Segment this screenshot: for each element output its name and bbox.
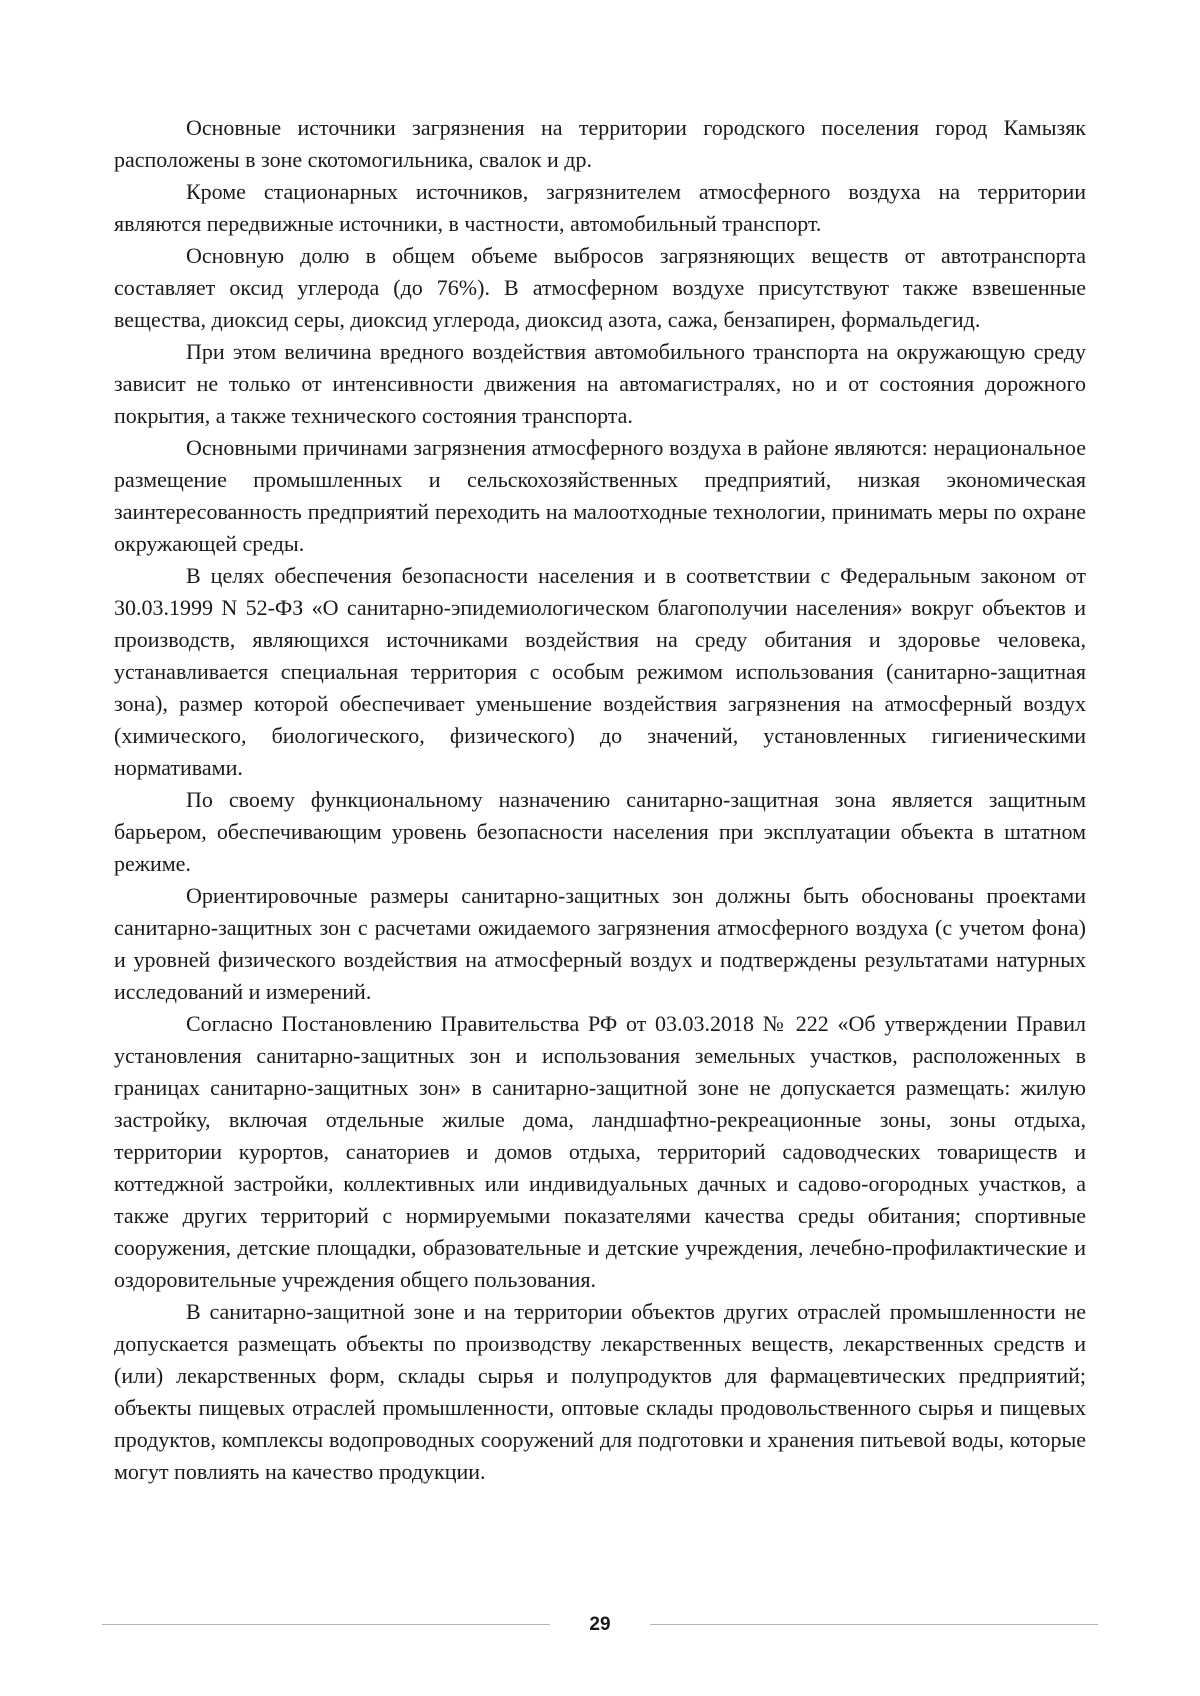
paragraph-pollution-sources: Основные источники загрязнения на территории городского поселения город Камызяк расположены в зоне скотомогильника, свалок и др. (114, 115, 1086, 172)
document-body (114, 112, 1086, 1488)
page-footer (102, 1610, 1098, 1640)
page-number: 29 (589, 1614, 611, 1635)
paragraph-federal-law: В целях обеспечения безопасности населения и в соответствии с Федеральным законом от 30.03.1999 N 52-ФЗ «О санитарно-эпидемиологическом благополучии населения» вокруг объектов и производств, являющихся источниками воздействия на среду обитания и здоровье человека, устанавливается специальная территория с особым режимом использования (санитарно-защитная зона), размер которой обеспечивает уменьшение воздействия загрязнения на атмосферный воздух (химического, биологического, физического) до значений, установленных гигиеническими нормативами. (114, 563, 1086, 780)
paragraph-zone-function: По своему функциональному назначению санитарно-защитная зона является защитным барьером, обеспечивающим уровень безопасности населения при эксплуатации объекта в штатном режиме. (114, 787, 1086, 876)
paragraph-transport-impact: При этом величина вредного воздействия автомобильного транспорта на окружающую среду зависит не только от интенсивности движения на автомагистралях, но и от состояния дорожного покрытия, а также технического состояния транспорта. (114, 339, 1086, 428)
paragraph-carbon-monoxide: Основную долю в общем объеме выбросов загрязняющих веществ от автотранспорта составляет оксид углерода (до 76%). В атмосферном воздухе присутствуют также взвешенные вещества, диоксид серы, диоксид углерода, диоксид азота, сажа, бензапирен, формальдегид. (114, 243, 1086, 332)
paragraph-pollution-causes: Основными причинами загрязнения атмосферного воздуха в районе являются: нерациональное размещение промышленных и сельскохозяйственных предприятий, низкая экономическая заинтересованность предприятий переходить на малоотходные технологии, принимать меры по охране окружающей среды. (114, 435, 1086, 556)
paragraph-zone-sizes: Ориентировочные размеры санитарно-защитных зон должны быть обоснованы проектами санитарно-защитных зон с расчетами ожидаемого загрязнения атмосферного воздуха (с учетом фона) и уровней физического воздействия на атмосферный воздух и подтверждены результатами натурных исследований и измерений. (114, 883, 1086, 1004)
paragraph-industry-restrictions: В санитарно-защитной зоне и на территории объектов других отраслей промышленности не допускается размещать объекты по производству лекарственных веществ, лекарственных средств и (или) лекарственных форм, склады сырья и полупродуктов для фармацевтических предприятий; объекты пищевых отраслей промышленности, оптовые склады продовольственного сырья и пищевых продуктов, комплексы водопроводных сооружений для подготовки и хранения питьевой воды, которые могут повлиять на качество продукции. (114, 1299, 1086, 1484)
paragraph-mobile-sources: Кроме стационарных источников, загрязнителем атмосферного воздуха на территории являются передвижные источники, в частности, автомобильный транспорт. (114, 179, 1086, 236)
footer-divider-right (650, 1624, 1098, 1625)
footer-divider-left (102, 1624, 550, 1625)
paragraph-government-resolution: Согласно Постановлению Правительства РФ от 03.03.2018 № 222 «Об утверждении Правил установления санитарно-защитных зон и использования земельных участков, расположенных в границах санитарно-защитных зон» в санитарно-защитной зоне не допускается размещать: жилую застройку, включая отдельные жилые дома, ландшафтно-рекреационные зоны, зоны отдыха, территории курортов, санаториев и домов отдыха, территорий садоводческих товариществ и коттеджной застройки, коллективных или индивидуальных дачных и садово-огородных участков, а также других территорий с нормируемыми показателями качества среды обитания; спортивные сооружения, детские площадки, образовательные и детские учреждения, лечебно-профилактические и оздоровительные учреждения общего пользования. (114, 1011, 1086, 1292)
